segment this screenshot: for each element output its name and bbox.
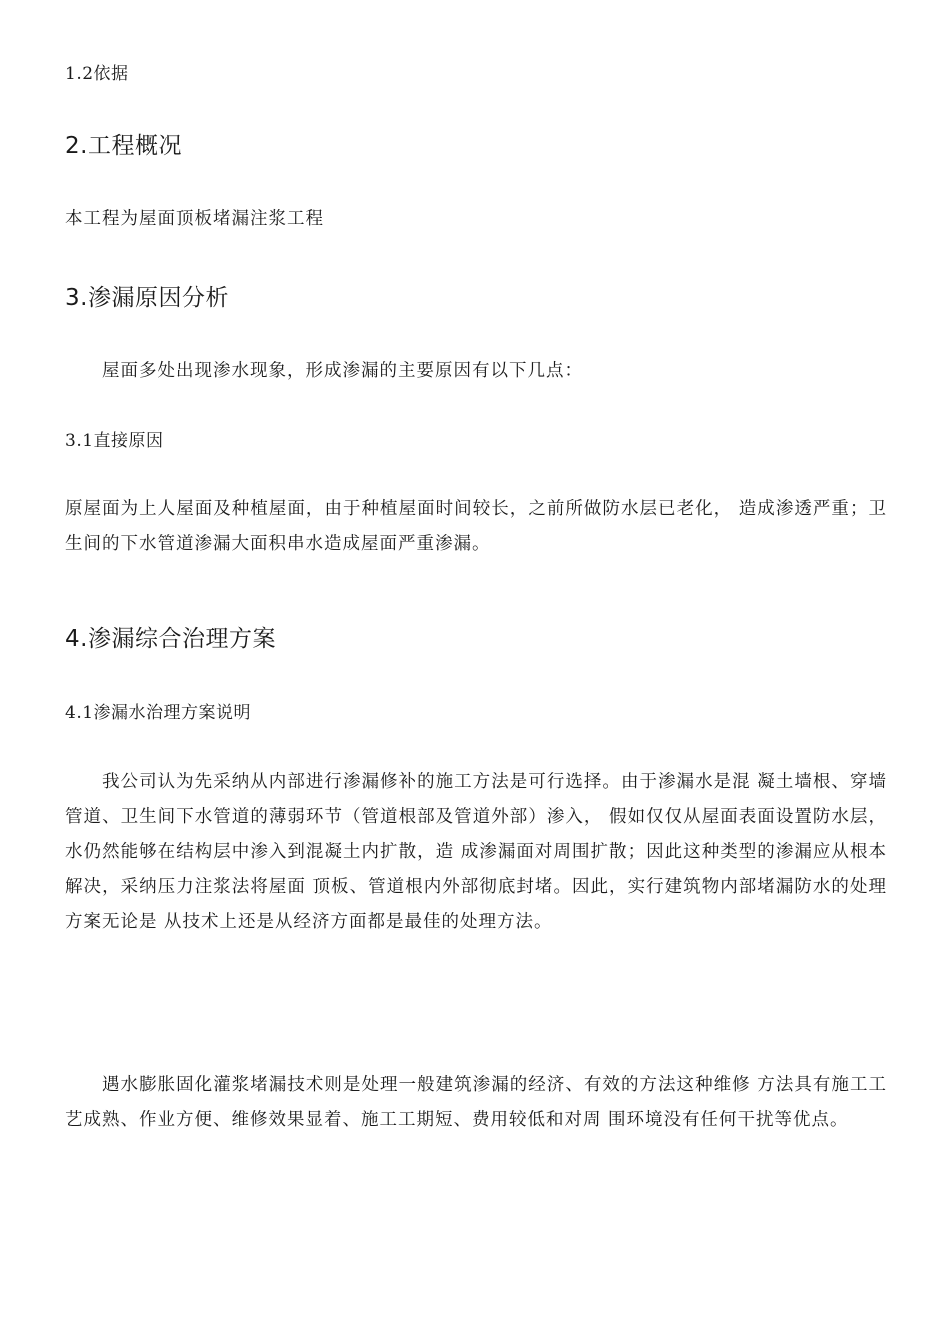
section-3-heading: 3.渗漏原因分析: [65, 285, 229, 311]
section-2-heading: 2.工程概况: [65, 133, 182, 159]
subsection-3-1: 3.1直接原因: [65, 431, 164, 451]
subsection-1-2: 1.2依据: [65, 64, 129, 84]
leak-intro-paragraph: 屋面多处出现渗水现象，形成渗漏的主要原因有以下几点：: [102, 361, 583, 381]
subsection-4-1: 4.1渗漏水治理方案说明: [65, 703, 252, 723]
overview-paragraph: 本工程为屋面顶板堵漏注浆工程: [65, 209, 324, 229]
section-4-heading: 4.渗漏综合治理方案: [65, 626, 276, 652]
plan-paragraph-1: 我公司认为先采纳从内部进行渗漏修补的施工方法是可行选择。由于渗漏水是混 凝土墙根、穿墙管道、卫生间下水管道的薄弱环节（管道根部及管道外部）渗入， 假如仅仅从屋面表面设置防水层，水仍然能够在结构层中渗入到混凝土内扩散，造 成渗漏面对周围扩散；因此这种类型的渗漏应从根本解决，采纳压力注浆法将屋面 顶板、管道根内外部彻底封堵。因此，实行建筑物内部堵漏防水的处理方案无论是 从技术上还是从经济方面都是最佳的处理方法。: [65, 772, 887, 932]
plan-paragraph-2: 遇水膨胀固化灌浆堵漏技术则是处理一般建筑渗漏的经济、有效的方法这种维修 方法具有施工工艺成熟、作业方便、维修效果显着、施工工期短、费用较低和对周 围环境没有任何干扰等优点。: [65, 1075, 887, 1130]
direct-cause-paragraph: 原屋面为上人屋面及种植屋面，由于种植屋面时间较长，之前所做防水层已老化， 造成渗透严重；卫生间的下水管道渗漏大面积串水造成屋面严重渗漏。: [65, 499, 887, 554]
